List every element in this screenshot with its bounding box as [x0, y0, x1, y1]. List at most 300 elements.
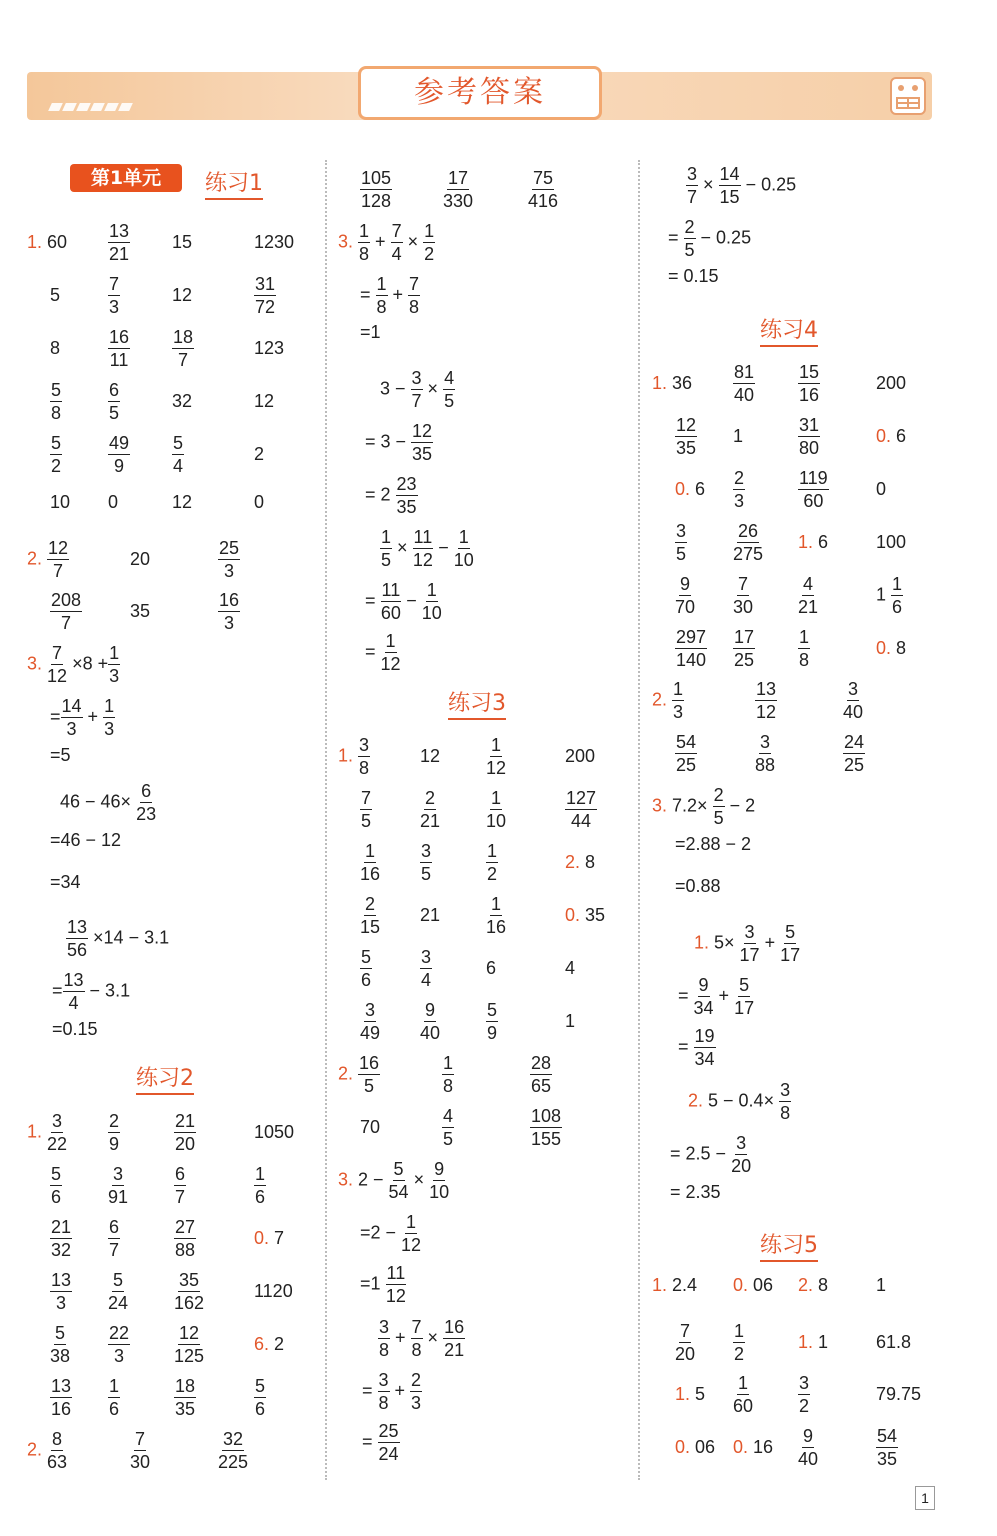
question-number: 2. [27, 1438, 43, 1459]
question-number: 1. [652, 373, 668, 393]
answer-item: =34 [50, 872, 81, 892]
answer-item: = 2 $\frac{23}{35}$ [365, 473, 417, 517]
fraction: $\frac{1}{8}$ [376, 273, 387, 317]
answer-item: 3. $\frac{1}{8}$ + $\frac{7}{4}$ × $\frac{1}{2}$ [338, 220, 435, 264]
question-number: 0. [675, 479, 691, 499]
fraction: $\frac{3}{7}$ [411, 367, 422, 411]
fraction: $\frac{2}{3}$ [411, 1369, 422, 1413]
fraction: $\frac{2}{5}$ [713, 784, 724, 828]
fraction: $\frac{19}{34}$ [694, 1025, 715, 1069]
answer-item [755, 680, 777, 721]
answer-item [174, 1377, 196, 1418]
answer-item: = 2.35 [670, 1182, 721, 1202]
fraction: $\frac{17}{330}$ [443, 167, 474, 211]
fraction: $\frac{3}{88}$ [755, 731, 776, 775]
question-number: 1. [338, 744, 354, 765]
answer-item: 0. 8 [876, 638, 907, 658]
fraction: $\frac{108}{155}$ [531, 1105, 562, 1149]
answer-item [254, 1377, 266, 1418]
section-title-4: 练习4 [760, 313, 818, 347]
answer-item: 2. 8 [565, 852, 596, 872]
fraction: $\frac{4}{5}$ [444, 367, 455, 411]
fraction: $\frac{54}{35}$ [877, 1425, 898, 1469]
fraction: $\frac{1}{12}$ [486, 734, 507, 778]
fraction: $\frac{35}{162}$ [174, 1269, 205, 1313]
answer-item [50, 1377, 72, 1418]
answer-item: 5 [50, 285, 61, 305]
answer-item: 1 $\frac{1}{6}$ [876, 573, 903, 617]
fraction: $\frac{14}{15}$ [719, 163, 740, 207]
fraction: $\frac{13}{56}$ [67, 916, 88, 960]
question-number: 1. [694, 931, 710, 952]
fraction: $\frac{3}{2}$ [799, 1372, 810, 1416]
answer-item [798, 1374, 810, 1415]
answer-item: 79.75 [876, 1384, 922, 1404]
fraction: $\frac{119}{60}$ [799, 467, 828, 511]
fraction: $\frac{5}{38}$ [50, 1322, 71, 1366]
answer-item [733, 628, 755, 669]
fraction: $\frac{31}{72}$ [255, 273, 276, 317]
answer-item: 10 [50, 492, 71, 512]
fraction: $\frac{32}{225}$ [218, 1428, 249, 1472]
fraction: $\frac{7}{8}$ [411, 1316, 422, 1360]
fraction: $\frac{18}{35}$ [175, 1375, 196, 1419]
fraction: $\frac{7}{4}$ [391, 220, 402, 264]
answer-item: 3. 2 − $\frac{5}{54}$ × $\frac{9}{10}$ [338, 1158, 450, 1202]
fraction: $\frac{9}{10}$ [429, 1158, 450, 1202]
answer-item [652, 680, 684, 721]
answer-item: 1 [565, 1011, 576, 1031]
answer-item [172, 328, 194, 369]
fraction: $\frac{3}{91}$ [108, 1163, 129, 1207]
answer-item [360, 842, 380, 883]
answer-item: 0. 6 [675, 479, 706, 499]
answer-item [420, 789, 440, 830]
answer-item: =1 [360, 322, 381, 342]
fraction: $\frac{5}{2}$ [51, 432, 62, 476]
question-number: 0. [254, 1228, 270, 1248]
answer-item: 20 [130, 549, 151, 569]
fraction: $\frac{4}{21}$ [798, 573, 819, 617]
answer-item: $\frac{3}{8}$ + $\frac{7}{8}$ × $\frac{16}{21}$ [379, 1316, 465, 1360]
answer-item: 6. 2 [254, 1334, 285, 1354]
answer-item [675, 628, 707, 669]
fraction: $\frac{13}{12}$ [756, 678, 777, 722]
answer-item [420, 1001, 440, 1042]
answer-item: 2. 8 [798, 1275, 829, 1295]
fraction: $\frac{1}{8}$ [359, 220, 370, 264]
fraction: $\frac{21}{32}$ [51, 1216, 72, 1260]
section-title-2: 练习2 [136, 1061, 194, 1095]
answer-item: 1. 5× $\frac{3}{17}$ + $\frac{5}{17}$ [694, 921, 801, 965]
answer-item: = $\frac{1}{12}$ [365, 630, 401, 674]
question-number: 2. [798, 1275, 814, 1295]
question-number: 2. [688, 1089, 704, 1110]
answer-item: 21 [420, 905, 441, 925]
answer-item: 0. 06 [675, 1437, 716, 1457]
question-number: 0. [733, 1437, 749, 1457]
answer-item: = $\frac{9}{34}$ + $\frac{5}{17}$ [678, 974, 755, 1018]
answer-item [50, 1165, 62, 1206]
fraction: $\frac{2}{9}$ [109, 1110, 120, 1154]
answer-item: 1. 5 [675, 1384, 706, 1404]
answer-item: 46 − 46× $\frac{6}{23}$ [60, 780, 157, 824]
answer-item: 32 [172, 391, 193, 411]
answer-item: 1. 60 [27, 232, 68, 252]
answer-item [798, 1427, 818, 1468]
fraction: $\frac{27}{88}$ [175, 1216, 196, 1260]
fraction: $\frac{9}{40}$ [420, 999, 441, 1043]
fraction: $\frac{1}{3}$ [673, 678, 684, 722]
answer-item: 8 [50, 338, 61, 358]
answer-item: 1. 2.4 [652, 1275, 698, 1295]
answer-item [798, 469, 829, 510]
answer-item: 70 [360, 1117, 381, 1137]
answer-item: $\frac{3}{7}$ × $\frac{14}{15}$ − 0.25 [687, 163, 797, 207]
fraction: $\frac{25}{24}$ [378, 1420, 399, 1464]
answer-item: =1 $\frac{11}{12}$ [360, 1262, 406, 1306]
answer-item [218, 591, 240, 632]
fraction: $\frac{127}{44}$ [566, 787, 597, 831]
fraction: $\frac{1}{2}$ [424, 220, 435, 264]
column-divider-2 [638, 160, 640, 1480]
answer-item: = $\frac{3}{8}$ + $\frac{2}{3}$ [362, 1369, 422, 1413]
answer-item [254, 1165, 266, 1206]
answer-item: =46 − 12 [50, 830, 122, 850]
robot-icon [883, 72, 933, 120]
answer-item [172, 434, 184, 475]
answer-item: 15 [172, 232, 193, 252]
section-title-3: 练习3 [448, 686, 506, 720]
fraction: $\frac{6}{23}$ [136, 780, 157, 824]
fraction: $\frac{1}{16}$ [486, 893, 507, 937]
answer-item [733, 1322, 745, 1363]
answer-item [50, 1218, 72, 1259]
answer-item [798, 628, 810, 669]
answer-item [360, 789, 372, 830]
answer-item [50, 1271, 72, 1312]
question-number: 1. [675, 1384, 691, 1404]
fraction: $\frac{3}{7}$ [687, 163, 698, 207]
fraction: $\frac{5}{24}$ [108, 1269, 129, 1313]
answer-item [733, 575, 753, 616]
answer-item: =0.15 [52, 1019, 98, 1039]
fraction: $\frac{1}{2}$ [734, 1320, 745, 1364]
answer-item [486, 895, 506, 936]
fraction: $\frac{24}{25}$ [844, 731, 865, 775]
answer-item [254, 275, 276, 316]
answer-item [486, 842, 498, 883]
answer-item: 0. 16 [733, 1437, 774, 1457]
answer-item [798, 363, 820, 404]
answer-item: $\frac{13}{56}$ ×14 − 3.1 [67, 916, 170, 960]
answer-item [843, 733, 865, 774]
fraction: $\frac{1}{2}$ [487, 840, 498, 884]
answer-item: = $\frac{19}{34}$ [678, 1025, 715, 1069]
fraction: $\frac{2}{3}$ [734, 467, 745, 511]
fraction: $\frac{7}{20}$ [675, 1320, 696, 1364]
answer-item [733, 1374, 753, 1415]
fraction: $\frac{31}{80}$ [799, 414, 820, 458]
answer-item [130, 1430, 150, 1471]
fraction: $\frac{13}{4}$ [63, 969, 84, 1013]
fraction: $\frac{22}{3}$ [109, 1322, 130, 1366]
fraction: $\frac{9}{40}$ [798, 1425, 819, 1469]
fraction: $\frac{28}{65}$ [531, 1052, 552, 1096]
answer-item [876, 1427, 898, 1468]
question-number: 0. [675, 1437, 691, 1457]
question-number: 1. [27, 232, 43, 252]
answer-item: 0 [876, 479, 887, 499]
answer-item [174, 1165, 186, 1206]
answer-item [174, 1218, 196, 1259]
question-number: 2. [27, 547, 43, 568]
fraction: $\frac{6}{7}$ [175, 1163, 186, 1207]
fraction: $\frac{1}{12}$ [380, 630, 401, 674]
fraction: $\frac{3}{5}$ [421, 840, 432, 884]
fraction: $\frac{54}{25}$ [676, 731, 697, 775]
fraction: $\frac{7}{3}$ [109, 273, 120, 317]
answer-item [420, 842, 432, 883]
fraction: $\frac{3}{22}$ [47, 1110, 68, 1154]
answer-item: 12 [420, 746, 441, 766]
answer-item [108, 328, 130, 369]
answer-item: 6 [486, 958, 497, 978]
answer-item: 123 [254, 338, 285, 358]
answer-item: 0. 7 [254, 1228, 285, 1248]
answer-item: 3. 7.2× $\frac{2}{5}$ − 2 [652, 784, 756, 828]
answer-item: 2. 5 − 0.4× $\frac{3}{8}$ [688, 1079, 791, 1123]
answer-item: 35 [130, 601, 151, 621]
fraction: $\frac{3}{8}$ [379, 1316, 390, 1360]
answer-item: 1. 36 [652, 373, 693, 393]
answer-item [27, 1430, 67, 1471]
fraction: $\frac{3}{8}$ [780, 1079, 791, 1123]
fraction: $\frac{3}{5}$ [676, 520, 687, 564]
answer-item [108, 1377, 120, 1418]
answer-item [420, 948, 432, 989]
answer-item [108, 1112, 120, 1153]
fraction: $\frac{3}{8}$ [378, 1369, 389, 1413]
answer-item: 200 [565, 746, 596, 766]
fraction: $\frac{1}{6}$ [255, 1163, 266, 1207]
fraction: $\frac{75}{416}$ [528, 167, 559, 211]
column-divider-1 [325, 160, 327, 1480]
answer-item: 0. 06 [733, 1275, 774, 1295]
fraction: $\frac{17}{25}$ [734, 626, 755, 670]
question-number: 1. [27, 1120, 43, 1141]
fraction: $\frac{1}{6}$ [892, 573, 903, 617]
fraction: $\frac{13}{3}$ [51, 1269, 72, 1313]
fraction: $\frac{11}{12}$ [385, 1262, 406, 1306]
answer-item [108, 222, 130, 263]
answer-item [108, 275, 120, 316]
fraction: $\frac{7}{8}$ [409, 273, 420, 317]
fraction: $\frac{2}{15}$ [360, 893, 381, 937]
fraction: $\frac{2}{21}$ [420, 787, 441, 831]
answer-item [442, 1054, 454, 1095]
answer-item [733, 522, 763, 563]
question-number: 0. [733, 1275, 749, 1295]
fraction: $\frac{1}{60}$ [733, 1372, 754, 1416]
answer-item: 3 − $\frac{3}{7}$ × $\frac{4}{5}$ [380, 367, 455, 411]
answer-item: =5 [50, 745, 71, 765]
answer-item [733, 469, 745, 510]
question-number: 3. [652, 794, 668, 815]
answer-item [530, 1107, 562, 1148]
section-title-5: 练习5 [760, 1228, 818, 1262]
fraction: $\frac{49}{9}$ [109, 432, 130, 476]
answer-item [360, 169, 392, 210]
fraction: $\frac{5}{9}$ [487, 999, 498, 1043]
answer-item [338, 736, 370, 777]
answer-item: 12 [172, 285, 193, 305]
answer-item [755, 733, 775, 774]
fraction: $\frac{5}{6}$ [255, 1375, 266, 1419]
fraction: $\frac{6}{7}$ [109, 1216, 120, 1260]
fraction: $\frac{3}{8}$ [359, 734, 370, 778]
answer-item [108, 1271, 128, 1312]
fraction: $\frac{1}{5}$ [381, 526, 392, 570]
question-number: 0. [876, 638, 892, 658]
answer-item [442, 1107, 454, 1148]
fraction: $\frac{16}{3}$ [219, 589, 240, 633]
unit-label: 第1单元 [70, 164, 182, 192]
fraction: $\frac{7}{30}$ [733, 573, 754, 617]
answer-item [50, 381, 62, 422]
answer-item: = $\frac{25}{24}$ [362, 1420, 399, 1464]
fraction: $\frac{13}{21}$ [109, 220, 130, 264]
answer-item [733, 363, 755, 404]
page-number: 1 [915, 1486, 935, 1510]
answer-item: 1. 1 [798, 1332, 829, 1352]
answer-item: = $\frac{1}{8}$ + $\frac{7}{8}$ [360, 273, 420, 317]
fraction: $\frac{1}{3}$ [104, 695, 115, 739]
answer-item [675, 733, 697, 774]
answer-item [530, 1054, 552, 1095]
fraction: $\frac{15}{16}$ [799, 361, 820, 405]
answer-item [50, 1324, 70, 1365]
fraction: $\frac{14}{3}$ [61, 695, 82, 739]
fraction: $\frac{3}{4}$ [421, 946, 432, 990]
question-number: 0. [876, 426, 892, 446]
fraction: $\frac{25}{3}$ [219, 537, 240, 581]
fraction: $\frac{1}{10}$ [453, 526, 474, 570]
question-number: 2. [565, 852, 581, 872]
answer-item: $\frac{1}{5}$ × $\frac{11}{12}$ − $\frac{1}{10}$ [381, 526, 474, 570]
answer-item [360, 895, 380, 936]
fraction: $\frac{1}{8}$ [799, 626, 810, 670]
section-title-1: 练习1 [205, 166, 263, 200]
answer-item [675, 522, 687, 563]
answer-item [338, 1054, 380, 1095]
fraction: $\frac{26}{275}$ [733, 520, 764, 564]
fraction: $\frac{5}{17}$ [734, 974, 755, 1018]
fraction: $\frac{3}{49}$ [360, 999, 381, 1043]
fraction: $\frac{12}{35}$ [412, 420, 433, 464]
fraction: $\frac{4}{5}$ [443, 1105, 454, 1149]
answer-item: 61.8 [876, 1332, 912, 1352]
answer-item: 200 [876, 373, 907, 393]
question-number: 1. [652, 1275, 668, 1295]
answer-item: 1. 6 [798, 532, 829, 552]
answer-item: = 2.5 − $\frac{3}{20}$ [670, 1132, 752, 1176]
answer-item [108, 1165, 128, 1206]
answer-item [27, 539, 69, 580]
fraction: $\frac{5}{6}$ [51, 1163, 62, 1207]
fraction: $\frac{5}{4}$ [173, 432, 184, 476]
fraction: $\frac{12}{7}$ [48, 537, 69, 581]
answer-item: = $\frac{14}{3}$ + $\frac{1}{3}$ [50, 695, 115, 739]
answer-item [360, 948, 372, 989]
question-number: 3. [338, 230, 354, 251]
answer-item: 1 [876, 1275, 887, 1295]
answer-item [486, 1001, 498, 1042]
fraction: $\frac{9}{70}$ [675, 573, 696, 617]
fraction: $\frac{7}{12}$ [47, 642, 68, 686]
fraction: $\frac{1}{6}$ [109, 1375, 120, 1419]
answer-item [360, 1001, 380, 1042]
fraction: $\frac{297}{140}$ [676, 626, 707, 670]
answer-item: 0. 6 [876, 426, 907, 446]
answer-item: 12 [172, 492, 193, 512]
fraction: $\frac{16}{21}$ [444, 1316, 465, 1360]
fraction: $\frac{1}{16}$ [360, 840, 381, 884]
answer-item: = $\frac{2}{5}$ − 0.25 [668, 216, 752, 260]
fraction: $\frac{7}{5}$ [361, 787, 372, 831]
answer-item [486, 789, 506, 830]
question-number: 0. [565, 905, 581, 925]
answer-item: = $\frac{13}{4}$ − 3.1 [52, 969, 131, 1013]
fraction: $\frac{6}{5}$ [109, 379, 120, 423]
fraction: $\frac{5}{54}$ [388, 1158, 409, 1202]
answer-item: 100 [876, 532, 907, 552]
answer-item [218, 539, 240, 580]
answer-item: 1 [733, 426, 744, 446]
answer-item [565, 789, 597, 830]
fraction: $\frac{208}{7}$ [51, 589, 82, 633]
fraction: $\frac{81}{40}$ [734, 361, 755, 405]
answer-item [50, 591, 82, 632]
question-number: 1. [798, 532, 814, 552]
fraction: $\frac{1}{12}$ [401, 1211, 422, 1255]
question-number: 3. [338, 1168, 354, 1189]
answer-item [108, 1324, 130, 1365]
fraction: $\frac{8}{63}$ [47, 1428, 68, 1472]
fraction: $\frac{1}{10}$ [421, 579, 442, 623]
answer-item: 4 [565, 958, 576, 978]
page-title: 参考答案 [358, 66, 602, 120]
answer-item [174, 1112, 196, 1153]
fraction: $\frac{18}{7}$ [173, 326, 194, 370]
answer-item: 2 [254, 444, 265, 464]
question-number: 1. [798, 1332, 814, 1352]
answer-item: = $\frac{11}{60}$ − $\frac{1}{10}$ [365, 579, 442, 623]
answer-item [108, 381, 120, 422]
fraction: $\frac{3}{20}$ [731, 1132, 752, 1176]
answer-item: =2.88 − 2 [675, 834, 752, 854]
answer-item [174, 1271, 204, 1312]
answer-item [108, 1218, 120, 1259]
fraction: $\frac{5}{17}$ [780, 921, 801, 965]
answer-item [675, 575, 695, 616]
answer-item [108, 434, 130, 475]
answer-item: =0.88 [675, 876, 721, 896]
answer-item: 1120 [254, 1281, 293, 1301]
question-number: 6. [254, 1334, 270, 1354]
answer-item [798, 416, 820, 457]
question-number: 3. [27, 652, 43, 673]
